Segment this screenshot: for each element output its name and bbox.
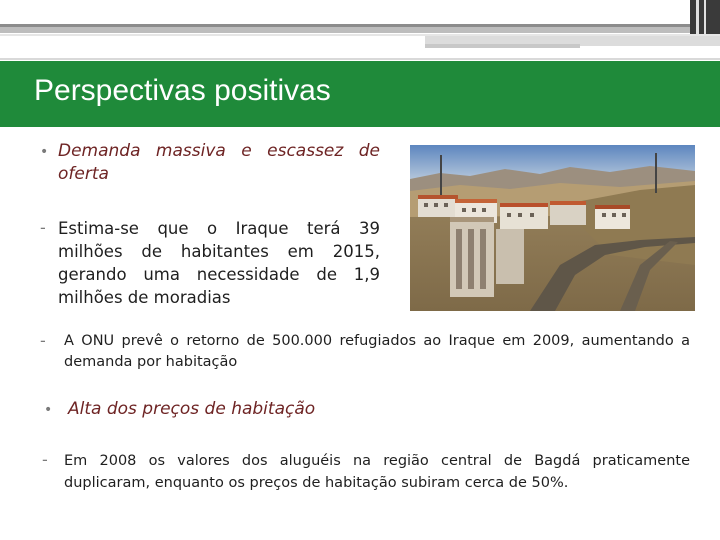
dash-marker: - (40, 218, 46, 237)
sub-bullet-population-text: Estima-se que o Iraque terá 39 milhões de habitantes em 2015, gerando uma necessidade de 1,9 milhões de moradias (58, 219, 380, 307)
header-decoration (0, 0, 720, 60)
building-complex-photo (410, 145, 695, 311)
dash-marker: - (40, 331, 46, 350)
bullet-marker: • (40, 144, 49, 160)
bullet-demand-text: Demanda massiva e escassez de oferta (58, 141, 380, 184)
bullet-prices-text: Alta dos preços de habitação (68, 399, 316, 419)
dash-marker: - (42, 450, 48, 469)
sub-bullet-rents-text: Em 2008 os valores dos aluguéis na região central de Bagdá praticamente duplicaram, enquanto os preços de habitação subiram cerca de 50%. (64, 453, 690, 491)
bullet-marker: • (44, 402, 53, 418)
sub-bullet-refugees-text: A ONU prevê o retorno de 500.000 refugiados ao Iraque em 2009, aumentando a demanda por habitação (64, 333, 690, 370)
slide-title: Perspectivas positivas (34, 74, 331, 107)
